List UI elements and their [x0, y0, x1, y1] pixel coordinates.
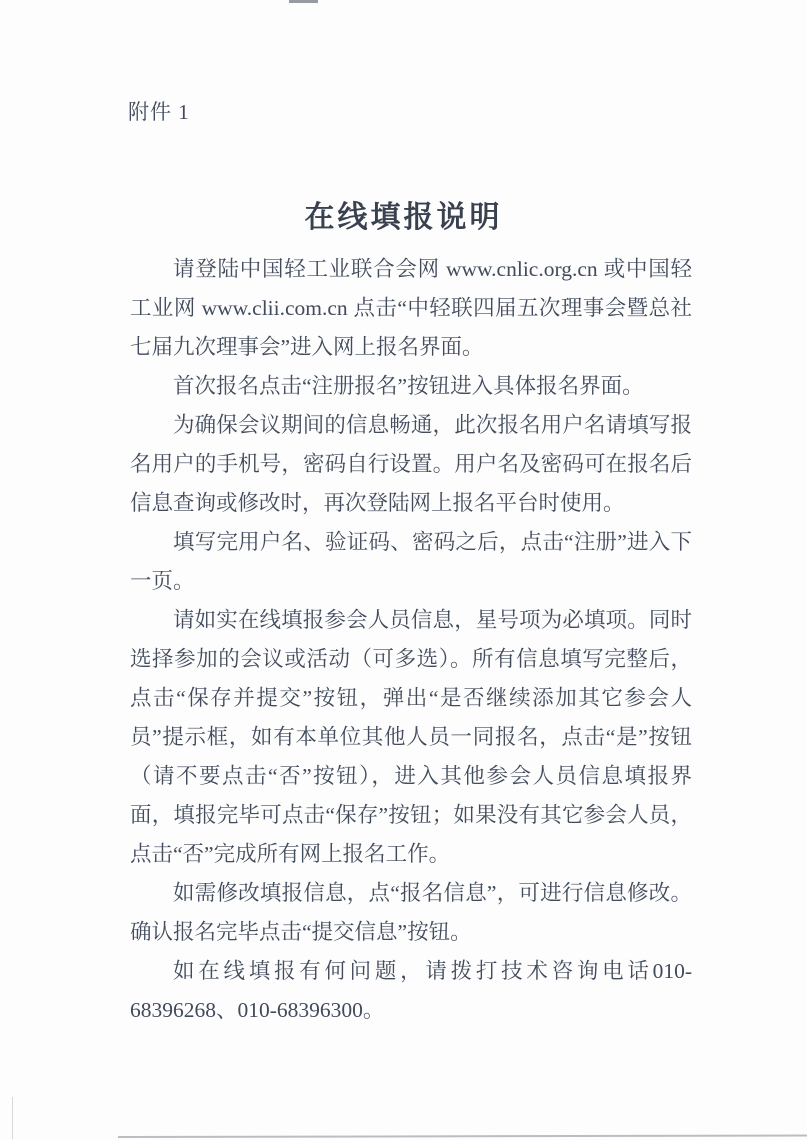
paragraph-register-next-page: 填写完用户名、验证码、密码之后，点击“注册”进入下一页。	[130, 530, 692, 593]
paragraph-support-phones: 如在线填报有何问题，请拨打技术咨询电话010-68396268、010-68396300。	[130, 959, 692, 1022]
scan-artifact-left-edge	[12, 1097, 13, 1139]
paragraph-login-websites: 请登陆中国轻工业联合会网 www.cnlic.org.cn 或中国轻工业网 www.clii.com.cn 点击“中轻联四届五次理事会暨总社七届九次理事会”进入网上报名界面。	[130, 257, 692, 359]
scan-artifact-bottom-edge	[118, 1135, 807, 1138]
paragraph-first-registration: 首次报名点击“注册报名”按钮进入具体报名界面。	[173, 374, 644, 398]
document-body	[130, 250, 692, 1030]
scan-artifact-top-mark	[289, 0, 318, 3]
paragraph-modify-info: 如需修改填报信息，点“报名信息”，可进行信息修改。确认报名完毕点击“提交信息”按钮。	[130, 881, 692, 944]
page-title: 在线填报说明	[304, 201, 503, 235]
paragraph-fill-attendee-info: 请如实在线填报参会人员信息，星号项为必填项。同时选择参加的会议或活动（可多选）。所有信息填写完整后，点击“保存并提交”按钮，弹出“是否继续添加其它参会人员”提示框，如有本单位其他人员一同报名，点击“是”按钮（请不要点击“否”按钮），进入其他参会人员信息填报界面，填报完毕可点击“保存”按钮；如果没有其它参会人员，点击“否”完成所有网上报名工作。	[130, 608, 692, 866]
paragraph-username-password: 为确保会议期间的信息畅通，此次报名用户名请填写报名用户的手机号，密码自行设置。用户名及密码可在报名后信息查询或修改时，再次登陆网上报名平台时使用。	[130, 413, 692, 515]
attachment-label: 附件 1	[128, 100, 190, 124]
